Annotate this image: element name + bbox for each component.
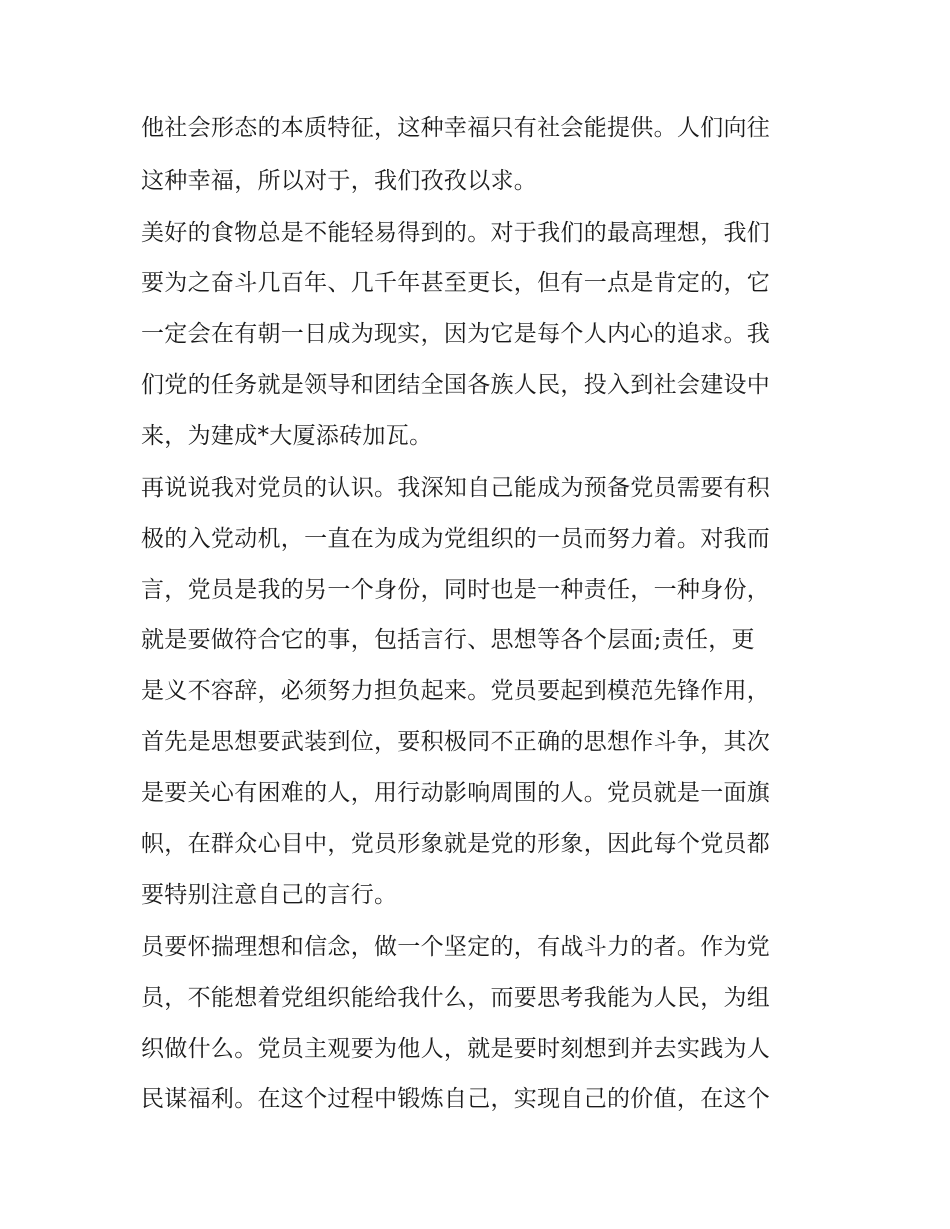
- text-line: 言，党员是我的另一个身份，同时也是一种责任，一种身份，: [141, 577, 771, 603]
- text-line: 员要怀揣理想和信念，做一个坚定的，有战斗力的者。作为党: [141, 934, 771, 960]
- text-line: 帜，在群众心目中，党员形象就是党的形象，因此每个党员都: [141, 831, 771, 857]
- text-line: 们党的任务就是领导和团结全国各族人民，投入到社会建设中: [141, 372, 771, 398]
- text-line: 来，为建成*大厦添砖加瓦。: [141, 423, 433, 449]
- text-line: 一定会在有朝一日成为现实，因为它是每个人内心的追求。我: [141, 321, 771, 347]
- text-line: 他社会形态的本质特征，这种幸福只有社会能提供。人们向往: [141, 115, 771, 141]
- text-line: 要为之奋斗几百年、几千年甚至更长，但有一点是肯定的，它: [141, 270, 771, 296]
- text-line: 是义不容辞，必须努力担负起来。党员要起到模范先锋作用，: [141, 678, 771, 704]
- text-line: 就是要做符合它的事，包括言行、思想等各个层面;责任，更: [141, 627, 755, 653]
- text-line: 美好的食物总是不能轻易得到的。对于我们的最高理想，我们: [141, 220, 771, 246]
- text-line: 是要关心有困难的人，用行动影响周围的人。党员就是一面旗: [141, 780, 771, 806]
- text-line: 要特别注意自己的言行。: [141, 882, 398, 908]
- text-line: 员，不能想着党组织能给我什么，而要思考我能为人民，为组: [141, 985, 771, 1011]
- text-line: 首先是思想要武装到位，要积极同不正确的思想作斗争，其次: [141, 729, 771, 755]
- text-line: 织做什么。党员主观要为他人，就是要时刻想到并去实践为人: [141, 1036, 771, 1062]
- text-line: 民谋福利。在这个过程中锻炼自己，实现自己的价值，在这个: [141, 1086, 771, 1112]
- text-line: 再说说我对党员的认识。我深知自己能成为预备党员需要有积: [141, 475, 771, 501]
- text-line: 极的入党动机，一直在为成为党组织的一员而努力着。对我而: [141, 526, 771, 552]
- text-line: 这种幸福，所以对于，我们孜孜以求。: [141, 168, 538, 194]
